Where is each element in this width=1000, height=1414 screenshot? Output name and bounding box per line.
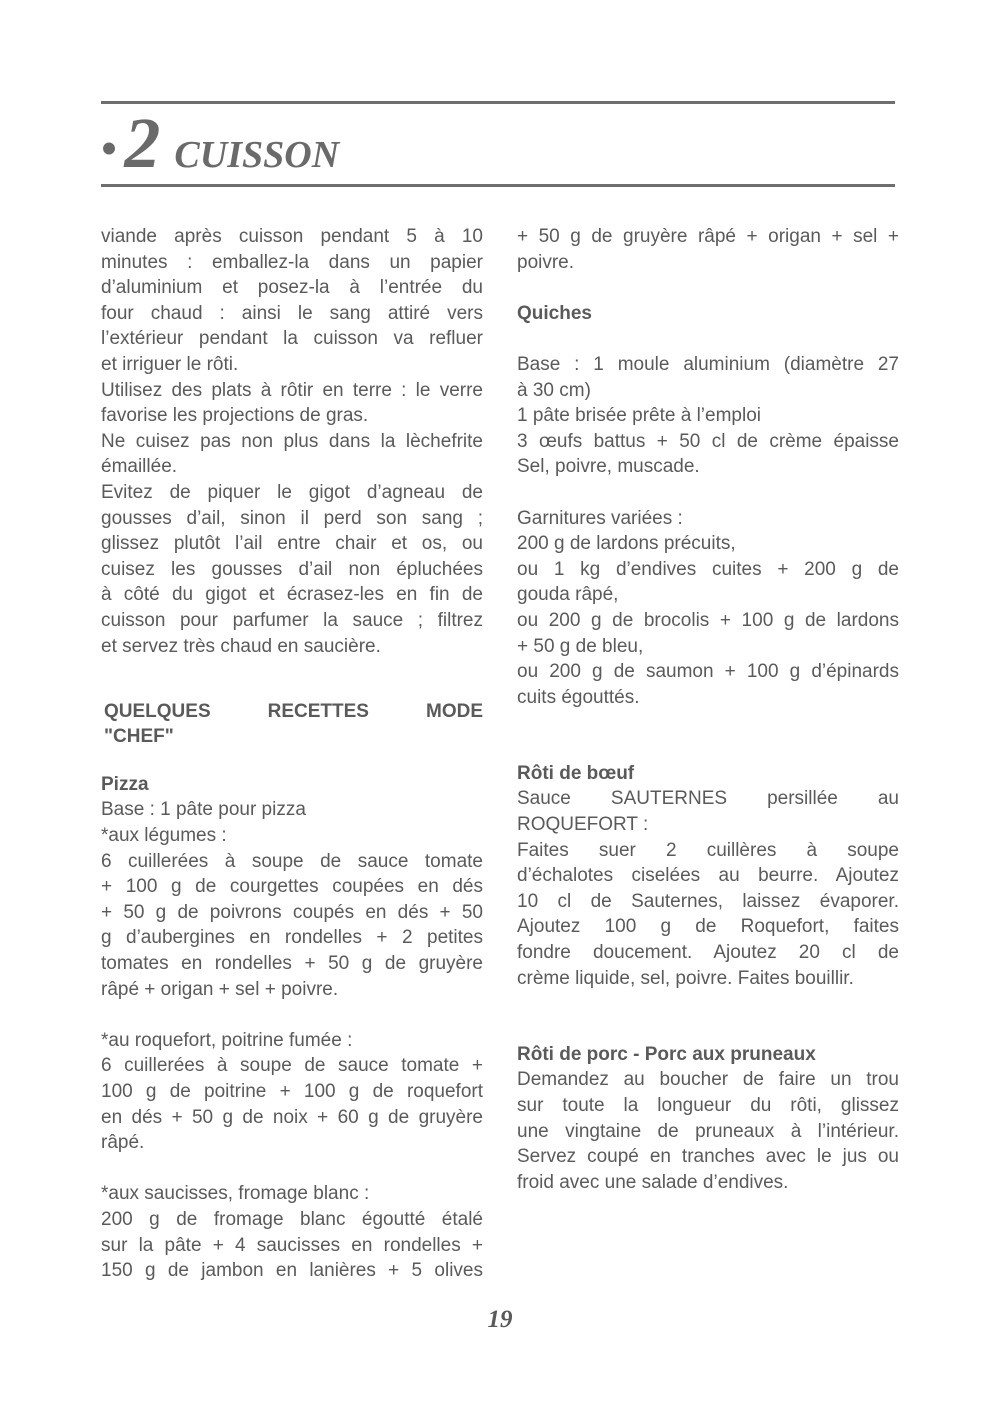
text-line: ou 1 kg d’endives cuites + 200 g de xyxy=(517,558,899,580)
text-line: + 100 g de courgettes coupées en dés xyxy=(101,876,483,898)
text-line: Utilisez des plats à rôtir en terre : le verre xyxy=(101,379,483,401)
text-line: Faites suer 2 cuillères à soupe xyxy=(517,839,899,861)
right-column xyxy=(517,224,899,1195)
text-line: ou 200 g de brocolis + 100 g de lardons xyxy=(517,609,899,631)
text-line: 100 g de poitrine + 100 g de roquefort xyxy=(101,1081,483,1102)
text-line: et servez très chaud en saucière. xyxy=(101,635,381,657)
porc-recipe xyxy=(517,1067,899,1195)
text-line: l’extérieur pendant la cuisson va refluer xyxy=(101,328,483,350)
text-line: 6 cuillerées à soupe de sauce tomate xyxy=(101,850,483,872)
text-line: 3 œufs battus + 50 cl de crème épaisse xyxy=(517,430,899,452)
text-line: favorise les projections de gras. xyxy=(101,405,369,427)
text-line: froid avec une salade d’endives. xyxy=(517,1171,789,1193)
intro-paragraph xyxy=(101,224,483,378)
text-line: four chaud : ainsi le sang attiré vers xyxy=(101,302,483,324)
quiches-base xyxy=(517,352,899,480)
text-line: viande après cuisson pendant 5 à 10 xyxy=(101,226,483,247)
text-line: + 50 g de bleu, xyxy=(517,635,644,657)
text-line: crème liquide, sel, poivre. Faites bouillir. xyxy=(517,967,854,989)
text-line: 1 pâte brisée prête à l’emploi xyxy=(517,405,761,427)
text-line: gouda râpé, xyxy=(517,584,619,606)
continued-ingredients xyxy=(517,224,899,275)
pizza-base: Base : 1 pâte pour pizza xyxy=(101,799,306,821)
text-line: cuisez les gousses d’ail non épluchées xyxy=(101,558,483,580)
text-line: minutes : emballez-la dans un papier xyxy=(101,251,483,273)
text-line: + 50 g de poivrons coupés en dés + 50 xyxy=(101,901,483,923)
text-line: Sauce SAUTERNES persillée au xyxy=(517,788,899,810)
text-line: Servez coupé en tranches avec le jus ou xyxy=(517,1146,899,1168)
subrecipe-title: *aux légumes : xyxy=(101,825,227,847)
text-line: 200 g de fromage blanc égoutté étalé xyxy=(101,1208,483,1230)
text-line: Base : 1 moule aluminium (diamètre 27 xyxy=(517,353,899,375)
tip-paragraph xyxy=(101,378,483,429)
section-title-line: QUELQUES RECETTES MODE xyxy=(104,700,483,722)
page-number: 19 xyxy=(487,1306,513,1333)
text-line: glissez plutôt l’ail entre chair et os, ou xyxy=(101,533,483,555)
subrecipe-title: *aux saucisses, fromage blanc : xyxy=(101,1183,370,1205)
text-line: et irriguer le rôti. xyxy=(101,353,239,375)
text-line: fondre doucement. Ajoutez 20 cl de xyxy=(517,942,899,964)
veg-ingredients xyxy=(101,849,483,1003)
text-line: Ne cuisez pas non plus dans la lèchefrite xyxy=(101,430,483,452)
text-line: 150 g de jambon en lanières + 5 olives xyxy=(101,1260,483,1282)
text-line: Garnitures variées : xyxy=(517,507,683,529)
text-line: Evitez de piquer le gigot d’agneau de xyxy=(101,481,483,503)
tip-paragraph xyxy=(101,480,483,659)
chapter-number: 2 xyxy=(124,103,161,183)
text-line: cuisson pour parfumer la sauce ; filtrez xyxy=(101,609,483,631)
subrecipe-title: *au roquefort, poitrine fumée : xyxy=(101,1029,353,1051)
text-line: ou 200 g de saumon + 100 g d’épinards xyxy=(517,661,899,683)
text-line: Demandez au boucher de faire un trou xyxy=(517,1069,899,1091)
text-line: poivre. xyxy=(517,251,575,273)
text-line: d’échalotes ciselées au beurre. Ajoutez xyxy=(517,865,899,887)
tip-paragraph xyxy=(101,429,483,480)
boeuf-recipe xyxy=(517,786,899,991)
text-line: d’aluminium et posez-la à l’entrée du xyxy=(101,277,483,299)
text-line: tomates en rondelles + 50 g de gruyère xyxy=(101,953,483,975)
recipe-title-quiches: Quiches xyxy=(517,302,592,324)
recipe-title-boeuf: Rôti de bœuf xyxy=(517,762,635,784)
text-line: en dés + 50 g de noix + 60 g de gruyère xyxy=(101,1106,483,1128)
text-line: gousses d’ail, sinon il perd son sang ; xyxy=(101,507,483,529)
text-line: à côté du gigot et écrasez-les en fin de xyxy=(101,584,483,606)
text-line: cuits égouttés. xyxy=(517,686,640,708)
text-line: une vingtaine de pruneaux à l’intérieur. xyxy=(517,1120,899,1142)
heading-bullet: • xyxy=(101,124,117,173)
left-column xyxy=(101,224,483,1284)
text-line: + 50 g de gruyère râpé + origan + sel + xyxy=(517,226,899,247)
text-line: râpé + origan + sel + poivre. xyxy=(101,978,339,1000)
text-line: émaillée. xyxy=(101,456,178,478)
text-line: 6 cuillerées à soupe de sauce tomate + xyxy=(101,1055,483,1077)
saucisses-ingredients xyxy=(101,1207,483,1284)
recipe-title-porc: Rôti de porc - Porc aux pruneaux xyxy=(517,1043,816,1065)
text-line: à 30 cm) xyxy=(517,379,591,401)
text-line: ROQUEFORT : xyxy=(517,814,649,836)
text-line: râpé. xyxy=(101,1132,145,1154)
text-line: 200 g de lardons précuits, xyxy=(517,533,736,555)
section-title-line: "CHEF" xyxy=(104,726,174,748)
text-line: Sel, poivre, muscade. xyxy=(517,456,700,478)
text-line: 10 cl de Sauternes, laissez évaporer. xyxy=(517,890,899,912)
text-line: sur toute la longueur du rôti, glissez xyxy=(517,1095,899,1116)
chapter-heading xyxy=(101,104,339,182)
quiches-garnitures xyxy=(517,506,899,711)
text-line: g d’aubergines en rondelles + 2 petites xyxy=(101,927,483,949)
section-title xyxy=(101,699,483,750)
text-line: Ajoutez 100 g de Roquefort, faites xyxy=(517,916,899,938)
chapter-title: CUISSON xyxy=(174,134,340,176)
recipe-title-pizza: Pizza xyxy=(101,773,149,795)
roquefort-ingredients xyxy=(101,1053,483,1155)
text-line: sur la pâte + 4 saucisses en rondelles + xyxy=(101,1234,483,1256)
header-bottom-rule xyxy=(101,184,895,187)
